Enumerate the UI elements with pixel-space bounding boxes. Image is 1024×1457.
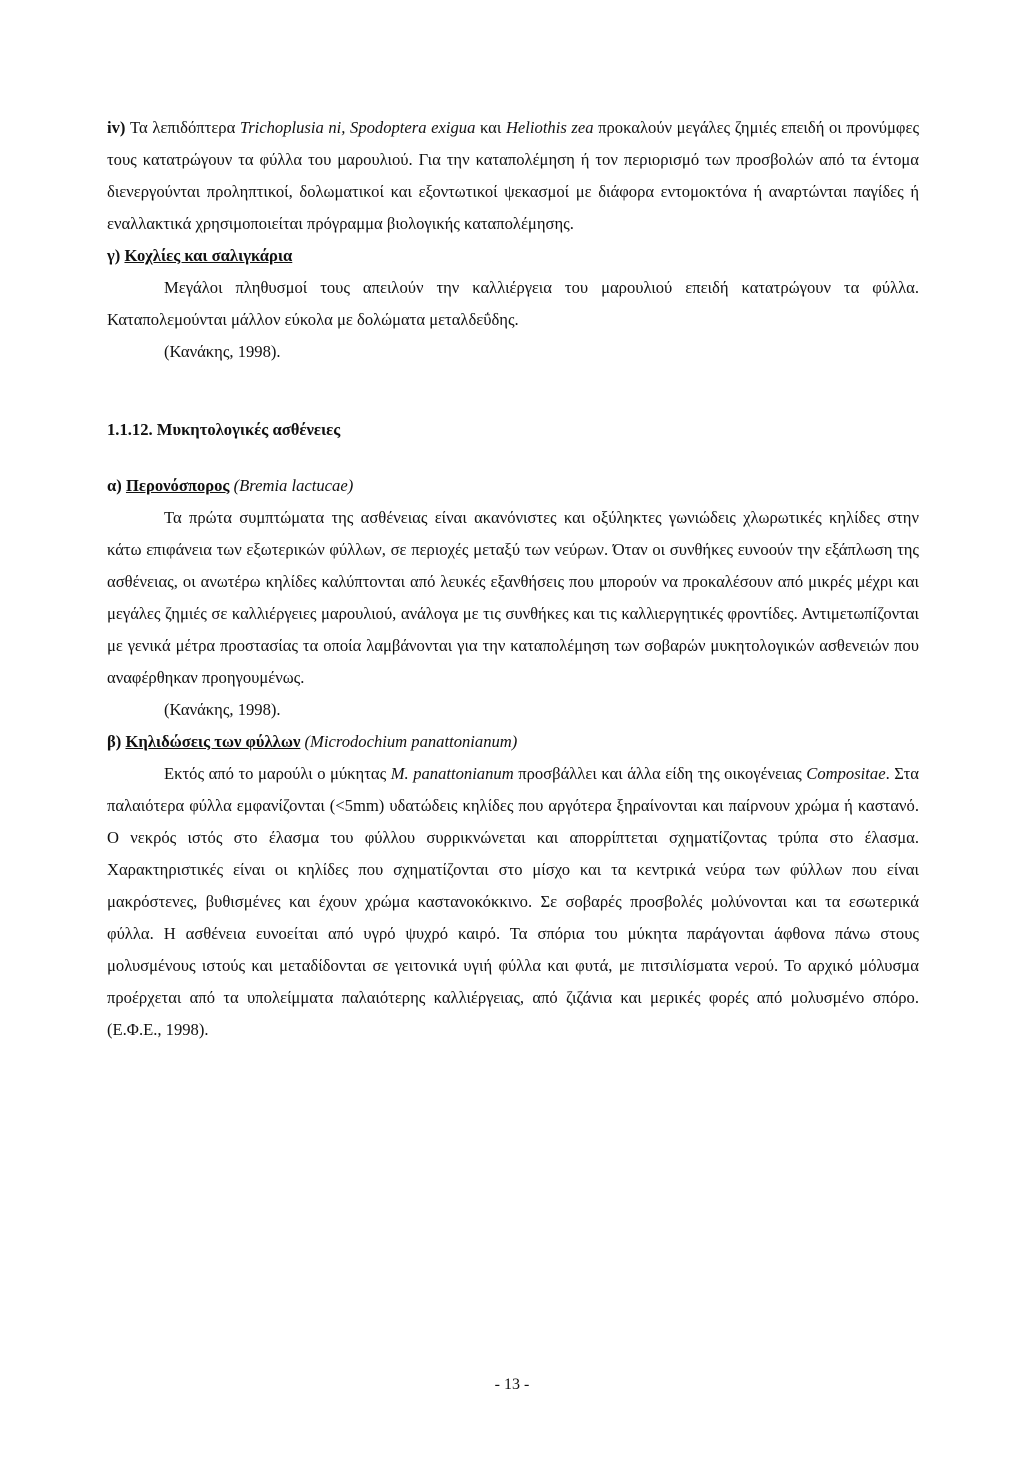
text-run: και bbox=[475, 118, 506, 137]
subheading-title: Κοχλίες και σαλιγκάρια bbox=[124, 246, 293, 265]
family-name: Compositae bbox=[806, 764, 886, 783]
heading-leaf-spots bbox=[107, 726, 919, 758]
list-marker-iv: iv) bbox=[107, 118, 126, 137]
species-name: (Microdochium panattonianum) bbox=[304, 732, 518, 751]
list-marker-alpha: α) bbox=[107, 476, 122, 495]
section-title: Μυκητολογικές ασθένειες bbox=[156, 420, 341, 439]
heading-downy-mildew bbox=[107, 470, 919, 502]
list-marker-beta: β) bbox=[107, 732, 122, 751]
paragraph-leaf-spots bbox=[107, 758, 919, 1046]
paragraph-lepidoptera bbox=[107, 112, 919, 240]
species-name: (Bremia lactucae) bbox=[233, 476, 354, 495]
heading-snails bbox=[107, 240, 919, 272]
text-run: προσβάλλει και άλλα είδη της οικογένειας bbox=[513, 764, 807, 783]
citation: (Κανάκης, 1998). bbox=[164, 700, 281, 719]
text-run: Τα λεπιδόπτερα bbox=[125, 118, 240, 137]
species-name: Trichoplusia ni, Spodoptera exigua bbox=[239, 118, 476, 137]
subheading-title: Περονόσπορος bbox=[125, 476, 230, 495]
species-name: M. panattonianum bbox=[390, 764, 514, 783]
text-run: Εκτός από το μαρούλι ο μύκητας bbox=[164, 764, 391, 783]
subheading-title: Κηλιδώσεις των φύλλων bbox=[125, 732, 301, 751]
species-name: Heliothis zea bbox=[505, 118, 594, 137]
list-marker-gamma: γ) bbox=[107, 246, 121, 265]
section-number: 1.1.12. bbox=[107, 420, 153, 439]
page-number: - 13 - bbox=[494, 1376, 530, 1393]
citation: (Κανάκης, 1998). bbox=[164, 342, 281, 361]
document-body bbox=[107, 112, 919, 1046]
text-run: . Στα παλαιότερα φύλλα εμφανίζονται (<5mm) υδατώδεις κηλίδες που αργότερα ξηραίνονται και παίρνουν χρώμα ή καστανό. Ο νεκρός ιστός στο έλασμα του φύλλου συρρικνώνεται και απορρίπτεται σχηματίζοντας τρύπα στο έλασμα. Χαρακτηριστικές είναι οι κηλίδες που σχηματίζονται στο μίσχο και τα κεντρικά νεύρα των φύλλων που είναι μακρόστενες, βυθισμένες και έχουν χρώμα καστανοκόκκινο. Σε σοβαρές προσβολές μολύνονται και τα εσωτερικά φύλλα. Η ασθένεια ευνοείται από υγρό ψυχρό καιρό. Τα σπόρια του μύκητα παράγονται άφθονα πάνω στους μολυσμένους ιστούς και μεταδίδονται σε γειτονικά υγιή φύλλα και φυτά, με πιτσιλίσματα νερού. Το αρχικό μόλυσμα προέρχεται από τα υπολείμματα παλαιότερης καλλιέργειας, από ζιζάνια και μερικές φορές από μολυσμένο σπόρο. (Ε.Φ.Ε., 1998). bbox=[107, 764, 919, 1039]
paragraph-snails: Μεγάλοι πληθυσμοί τους απειλούν την καλλιέργεια του μαρουλιού επειδή κατατρώγουν τα φύλλα. Καταπολεμούνται μάλλον εύκολα με δολώματα μεταλδεΰδης. bbox=[107, 278, 919, 329]
text-run: προκαλούν μεγάλες ζημιές επειδή οι προνύμφες τους κατατρώγουν τα φύλλα του μαρουλιού. Για την καταπολέμηση ή τον περιορισμό των προσβολών από τα έντομα διενεργούνται προληπτικοί, δολωματικοί και εξοντωτικοί ψεκασμοί με διάφορα εντομοκτόνα ή αναρτώνται παγίδες ή εναλλακτικά χρησιμοποιείται πρόγραμμα βιολογικής καταπολέμησης. bbox=[107, 118, 920, 233]
paragraph-downy-mildew: Τα πρώτα συμπτώματα της ασθένειας είναι ακανόνιστες και οξύληκτες γωνιώδεις χλωρωτικές κηλίδες στην κάτω επιφάνεια των εξωτερικών φύλλων, σε περιοχές μεταξύ των νεύρων. Όταν οι συνθήκες ευνοούν την εξάπλωση της ασθένειας, οι ανωτέρω κηλίδες καλύπτονται από λευκές εξανθήσεις που μπορούν να προκαλέσουν από μικρές μέχρι και μεγάλες ζημιές σε καλλιέργειες μαρουλιού, ανάλογα με τις συνθήκες και τις καλλιεργητικές φροντίδες. Αντιμετωπίζονται με γενικά μέτρα προστασίας τα οποία λαμβάνονται για την καταπολέμηση των σοβαρών μυκητολογικών ασθενειών που αναφέρθηκαν προηγουμένως. bbox=[107, 508, 919, 687]
section-heading bbox=[107, 414, 919, 446]
